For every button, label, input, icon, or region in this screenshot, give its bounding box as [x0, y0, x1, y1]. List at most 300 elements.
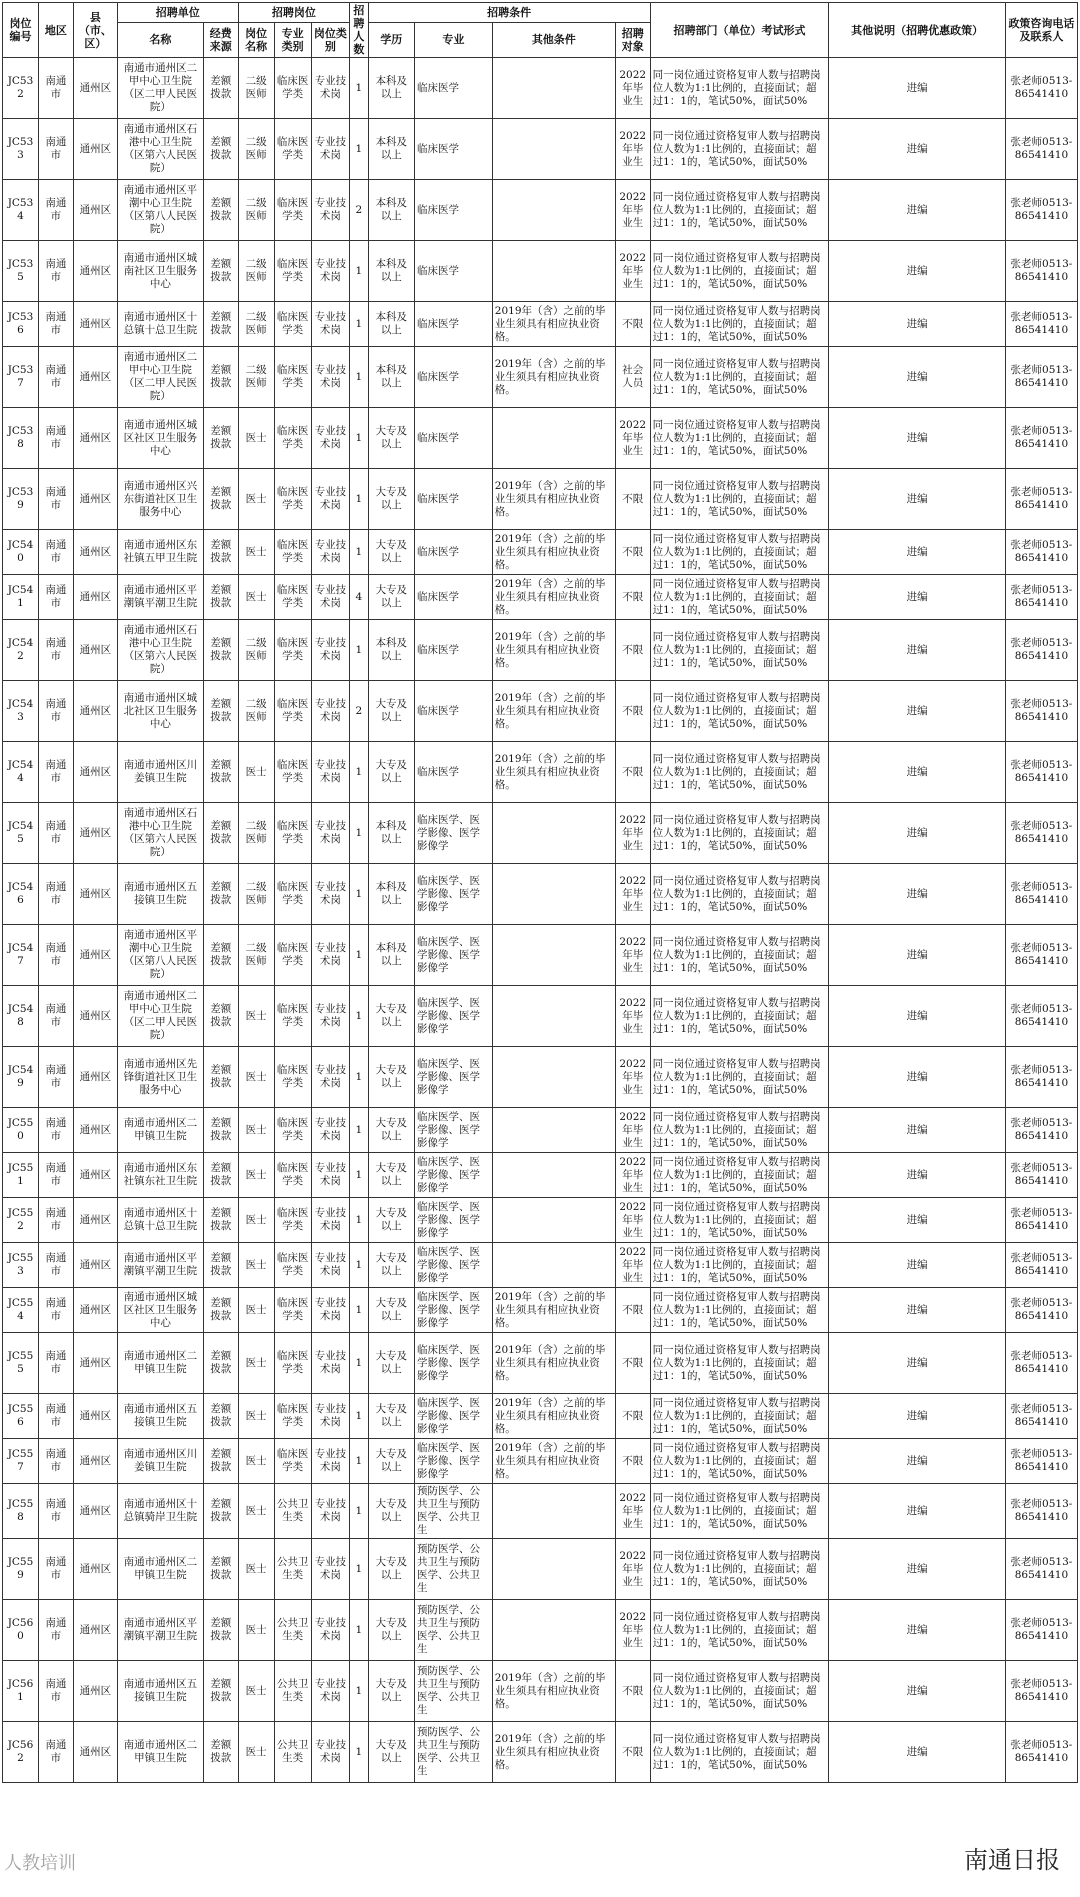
- cell-other-condition: [492, 119, 615, 180]
- cell-funding: 差额拨款: [203, 1243, 238, 1288]
- cell-post-category: 专业技术岗: [311, 1333, 349, 1394]
- header-contact: 政策咨询电话及联系人: [1005, 3, 1077, 58]
- cell-exam-form: 同一岗位通过资格复审人数与招聘岗位人数为1:1比例的，直接面试；超过1：1的，笔试50%，面试50%: [650, 180, 829, 241]
- table-row: [3, 742, 1078, 803]
- cell-post-category: 专业技术岗: [311, 1243, 349, 1288]
- cell-specialty-category: 临床医学类: [274, 408, 311, 469]
- cell-education: 本科及以上: [368, 302, 414, 347]
- cell-exam-form: 同一岗位通过资格复审人数与招聘岗位人数为1:1比例的，直接面试；超过1：1的，笔试50%，面试50%: [650, 1539, 829, 1600]
- cell-specialty-category: 临床医学类: [274, 241, 311, 302]
- header-target: 招聘对象: [615, 22, 650, 57]
- cell-contact: 张老师0513-86541410: [1005, 241, 1077, 302]
- cell-region: 南通市: [38, 681, 73, 742]
- cell-other-condition: 2019年（含）之前的毕业生须具有相应执业资格。: [492, 1722, 615, 1783]
- cell-other-condition: 2019年（含）之前的毕业生须具有相应执业资格。: [492, 530, 615, 575]
- cell-funding: 差额拨款: [203, 575, 238, 620]
- cell-target: 不限: [615, 575, 650, 620]
- cell-post-code: JC553: [3, 1243, 39, 1288]
- cell-post-category: 专业技术岗: [311, 864, 349, 925]
- cell-region: 南通市: [38, 1439, 73, 1484]
- cell-post-name: 医士: [238, 1288, 274, 1333]
- cell-post-name: 医士: [238, 1484, 274, 1539]
- cell-other-note: 进编: [829, 742, 1005, 803]
- cell-post-code: JC545: [3, 803, 39, 864]
- cell-funding: 差额拨款: [203, 1661, 238, 1722]
- cell-specialty-category: 临床医学类: [274, 742, 311, 803]
- cell-specialty-category: 临床医学类: [274, 58, 311, 119]
- cell-specialty-category: 临床医学类: [274, 575, 311, 620]
- cell-specialty-category: 临床医学类: [274, 530, 311, 575]
- cell-headcount: 1: [350, 1153, 369, 1198]
- cell-headcount: 1: [350, 302, 369, 347]
- table-row: [3, 986, 1078, 1047]
- header-other-note: 其他说明（招聘优惠政策）: [829, 3, 1005, 58]
- cell-post-name: 医士: [238, 1153, 274, 1198]
- cell-post-name: 医士: [238, 1539, 274, 1600]
- cell-county: 通州区: [73, 1108, 117, 1153]
- cell-post-category: 专业技术岗: [311, 1539, 349, 1600]
- cell-major: 临床医学、医学影像、医学影像学: [415, 864, 493, 925]
- cell-education: 本科及以上: [368, 58, 414, 119]
- cell-headcount: 1: [350, 742, 369, 803]
- cell-post-name: 医士: [238, 1243, 274, 1288]
- cell-unit-name: 南通市通州区五接镇卫生院: [117, 864, 203, 925]
- header-post-name: 岗位名称: [238, 22, 274, 57]
- cell-other-condition: [492, 1243, 615, 1288]
- cell-exam-form: 同一岗位通过资格复审人数与招聘岗位人数为1:1比例的，直接面试；超过1：1的，笔试50%，面试50%: [650, 119, 829, 180]
- cell-county: 通州区: [73, 681, 117, 742]
- cell-exam-form: 同一岗位通过资格复审人数与招聘岗位人数为1:1比例的，直接面试；超过1：1的，笔试50%，面试50%: [650, 1108, 829, 1153]
- cell-post-code: JC555: [3, 1333, 39, 1394]
- cell-headcount: 1: [350, 1198, 369, 1243]
- cell-unit-name: 南通市通州区石港中心卫生院（区第六人民医院）: [117, 620, 203, 681]
- cell-other-condition: [492, 1484, 615, 1539]
- cell-county: 通州区: [73, 408, 117, 469]
- cell-target: 2022年毕业生: [615, 241, 650, 302]
- header-county: 县（市、区）: [73, 3, 117, 58]
- header-exam: 招聘部门（单位）考试形式: [650, 3, 829, 58]
- cell-headcount: 1: [350, 1439, 369, 1484]
- cell-exam-form: 同一岗位通过资格复审人数与招聘岗位人数为1:1比例的，直接面试；超过1：1的，笔试50%，面试50%: [650, 1600, 829, 1661]
- cell-region: 南通市: [38, 803, 73, 864]
- cell-specialty-category: 临床医学类: [274, 1198, 311, 1243]
- cell-unit-name: 南通市通州区二甲镇卫生院: [117, 1333, 203, 1394]
- cell-headcount: 4: [350, 575, 369, 620]
- table-row: [3, 58, 1078, 119]
- cell-education: 本科及以上: [368, 620, 414, 681]
- cell-target: 不限: [615, 469, 650, 530]
- cell-contact: 张老师0513-86541410: [1005, 803, 1077, 864]
- cell-target: 2022年毕业生: [615, 925, 650, 986]
- cell-county: 通州区: [73, 119, 117, 180]
- cell-region: 南通市: [38, 1243, 73, 1288]
- header-funding: 经费来源: [203, 22, 238, 57]
- header-post-code: 岗位编号: [3, 3, 39, 58]
- cell-major: 临床医学: [415, 469, 493, 530]
- cell-headcount: 1: [350, 1108, 369, 1153]
- cell-funding: 差额拨款: [203, 1153, 238, 1198]
- cell-county: 通州区: [73, 620, 117, 681]
- cell-education: 大专及以上: [368, 408, 414, 469]
- cell-funding: 差额拨款: [203, 1288, 238, 1333]
- cell-exam-form: 同一岗位通过资格复审人数与招聘岗位人数为1:1比例的，直接面试；超过1：1的，笔试50%，面试50%: [650, 1198, 829, 1243]
- cell-post-category: 专业技术岗: [311, 1484, 349, 1539]
- cell-post-category: 专业技术岗: [311, 530, 349, 575]
- cell-other-condition: [492, 1600, 615, 1661]
- cell-county: 通州区: [73, 1539, 117, 1600]
- cell-education: 大专及以上: [368, 1243, 414, 1288]
- cell-region: 南通市: [38, 1108, 73, 1153]
- table-row: [3, 241, 1078, 302]
- cell-unit-name: 南通市通州区兴东街道社区卫生服务中心: [117, 469, 203, 530]
- cell-headcount: 1: [350, 864, 369, 925]
- cell-target: 2022年毕业生: [615, 119, 650, 180]
- cell-education: 大专及以上: [368, 1198, 414, 1243]
- cell-unit-name: 南通市通州区城区社区卫生服务中心: [117, 1288, 203, 1333]
- cell-target: 2022年毕业生: [615, 1198, 650, 1243]
- cell-major: 临床医学、医学影像、医学影像学: [415, 1243, 493, 1288]
- cell-unit-name: 南通市通州区平潮中心卫生院（区第八人民医院）: [117, 180, 203, 241]
- cell-post-code: JC552: [3, 1198, 39, 1243]
- cell-county: 通州区: [73, 58, 117, 119]
- cell-education: 大专及以上: [368, 1288, 414, 1333]
- cell-county: 通州区: [73, 530, 117, 575]
- cell-other-note: 进编: [829, 469, 1005, 530]
- cell-funding: 差额拨款: [203, 408, 238, 469]
- cell-post-category: 专业技术岗: [311, 1288, 349, 1333]
- cell-contact: 张老师0513-86541410: [1005, 119, 1077, 180]
- cell-funding: 差额拨款: [203, 986, 238, 1047]
- cell-county: 通州区: [73, 925, 117, 986]
- header-other-cond: 其他条件: [492, 22, 615, 57]
- cell-funding: 差额拨款: [203, 1394, 238, 1439]
- cell-exam-form: 同一岗位通过资格复审人数与招聘岗位人数为1:1比例的，直接面试；超过1：1的，笔试50%，面试50%: [650, 986, 829, 1047]
- cell-post-code: JC554: [3, 1288, 39, 1333]
- cell-specialty-category: 临床医学类: [274, 1047, 311, 1108]
- cell-headcount: 1: [350, 469, 369, 530]
- cell-specialty-category: 临床医学类: [274, 1153, 311, 1198]
- cell-funding: 差额拨款: [203, 864, 238, 925]
- cell-specialty-category: 公共卫生类: [274, 1661, 311, 1722]
- cell-other-note: 进编: [829, 1108, 1005, 1153]
- cell-county: 通州区: [73, 986, 117, 1047]
- cell-other-note: 进编: [829, 575, 1005, 620]
- cell-exam-form: 同一岗位通过资格复审人数与招聘岗位人数为1:1比例的，直接面试；超过1：1的，笔试50%，面试50%: [650, 530, 829, 575]
- cell-county: 通州区: [73, 1243, 117, 1288]
- cell-contact: 张老师0513-86541410: [1005, 469, 1077, 530]
- table-row: [3, 1439, 1078, 1484]
- cell-post-name: 二级医师: [238, 864, 274, 925]
- cell-target: 不限: [615, 742, 650, 803]
- table-row: [3, 864, 1078, 925]
- table-row: [3, 119, 1078, 180]
- cell-specialty-category: 临床医学类: [274, 347, 311, 408]
- cell-other-note: 进编: [829, 58, 1005, 119]
- header-region: 地区: [38, 3, 73, 58]
- cell-unit-name: 南通市通州区东社镇五甲卫生院: [117, 530, 203, 575]
- cell-headcount: 2: [350, 180, 369, 241]
- cell-target: 不限: [615, 1661, 650, 1722]
- cell-funding: 差额拨款: [203, 803, 238, 864]
- cell-specialty-category: 临床医学类: [274, 986, 311, 1047]
- cell-contact: 张老师0513-86541410: [1005, 302, 1077, 347]
- cell-contact: 张老师0513-86541410: [1005, 1047, 1077, 1108]
- cell-education: 本科及以上: [368, 180, 414, 241]
- cell-other-note: 进编: [829, 620, 1005, 681]
- cell-post-code: JC539: [3, 469, 39, 530]
- table-row: [3, 1288, 1078, 1333]
- cell-county: 通州区: [73, 1333, 117, 1394]
- cell-other-condition: 2019年（含）之前的毕业生须具有相应执业资格。: [492, 681, 615, 742]
- cell-funding: 差额拨款: [203, 180, 238, 241]
- table-row: [3, 1539, 1078, 1600]
- cell-exam-form: 同一岗位通过资格复审人数与招聘岗位人数为1:1比例的，直接面试；超过1：1的，笔试50%，面试50%: [650, 1484, 829, 1539]
- cell-headcount: 1: [350, 1661, 369, 1722]
- cell-unit-name: 南通市通州区二甲中心卫生院（区二甲人民医院）: [117, 347, 203, 408]
- cell-post-category: 专业技术岗: [311, 469, 349, 530]
- cell-unit-name: 南通市通州区五接镇卫生院: [117, 1394, 203, 1439]
- cell-headcount: 1: [350, 408, 369, 469]
- cell-funding: 差额拨款: [203, 469, 238, 530]
- cell-major: 预防医学、公共卫生与预防医学、公共卫生: [415, 1661, 493, 1722]
- cell-target: 不限: [615, 1288, 650, 1333]
- cell-major: 临床医学、医学影像、医学影像学: [415, 1108, 493, 1153]
- cell-target: 不限: [615, 1394, 650, 1439]
- cell-education: 本科及以上: [368, 864, 414, 925]
- cell-contact: 张老师0513-86541410: [1005, 180, 1077, 241]
- cell-exam-form: 同一岗位通过资格复审人数与招聘岗位人数为1:1比例的，直接面试；超过1：1的，笔试50%，面试50%: [650, 469, 829, 530]
- cell-post-category: 专业技术岗: [311, 1198, 349, 1243]
- table-row: [3, 408, 1078, 469]
- cell-target: 不限: [615, 1722, 650, 1783]
- table-row: [3, 1394, 1078, 1439]
- cell-county: 通州区: [73, 241, 117, 302]
- cell-unit-name: 南通市通州区平潮镇平潮卫生院: [117, 575, 203, 620]
- cell-unit-name: 南通市通州区城区社区卫生服务中心: [117, 408, 203, 469]
- cell-county: 通州区: [73, 864, 117, 925]
- cell-unit-name: 南通市通州区五接镇卫生院: [117, 1661, 203, 1722]
- cell-exam-form: 同一岗位通过资格复审人数与招聘岗位人数为1:1比例的，直接面试；超过1：1的，笔试50%，面试50%: [650, 1243, 829, 1288]
- cell-post-category: 专业技术岗: [311, 575, 349, 620]
- cell-target: 2022年毕业生: [615, 864, 650, 925]
- cell-education: 本科及以上: [368, 119, 414, 180]
- cell-post-name: 二级医师: [238, 620, 274, 681]
- cell-other-note: 进编: [829, 1288, 1005, 1333]
- cell-specialty-category: 临床医学类: [274, 1439, 311, 1484]
- cell-post-name: 医士: [238, 1722, 274, 1783]
- cell-post-code: JC559: [3, 1539, 39, 1600]
- cell-contact: 张老师0513-86541410: [1005, 1394, 1077, 1439]
- cell-education: 本科及以上: [368, 803, 414, 864]
- cell-region: 南通市: [38, 1722, 73, 1783]
- cell-contact: 张老师0513-86541410: [1005, 1539, 1077, 1600]
- cell-other-condition: [492, 1539, 615, 1600]
- cell-county: 通州区: [73, 469, 117, 530]
- cell-major: 临床医学、医学影像、医学影像学: [415, 1047, 493, 1108]
- cell-funding: 差额拨款: [203, 1600, 238, 1661]
- cell-post-code: JC542: [3, 620, 39, 681]
- cell-target: 2022年毕业生: [615, 180, 650, 241]
- cell-headcount: 1: [350, 119, 369, 180]
- cell-other-condition: [492, 408, 615, 469]
- table-row: [3, 1600, 1078, 1661]
- cell-contact: 张老师0513-86541410: [1005, 1198, 1077, 1243]
- cell-education: 大专及以上: [368, 986, 414, 1047]
- cell-education: 大专及以上: [368, 1333, 414, 1394]
- cell-education: 大专及以上: [368, 1539, 414, 1600]
- cell-exam-form: 同一岗位通过资格复审人数与招聘岗位人数为1:1比例的，直接面试；超过1：1的，笔试50%，面试50%: [650, 742, 829, 803]
- cell-major: 临床医学: [415, 58, 493, 119]
- cell-region: 南通市: [38, 925, 73, 986]
- cell-post-category: 专业技术岗: [311, 58, 349, 119]
- cell-major: 临床医学: [415, 620, 493, 681]
- cell-county: 通州区: [73, 1722, 117, 1783]
- cell-post-name: 医士: [238, 575, 274, 620]
- cell-post-category: 专业技术岗: [311, 620, 349, 681]
- cell-county: 通州区: [73, 803, 117, 864]
- cell-specialty-category: 临床医学类: [274, 469, 311, 530]
- cell-education: 大专及以上: [368, 1047, 414, 1108]
- cell-other-condition: [492, 241, 615, 302]
- cell-post-code: JC551: [3, 1153, 39, 1198]
- cell-contact: 张老师0513-86541410: [1005, 925, 1077, 986]
- cell-exam-form: 同一岗位通过资格复审人数与招聘岗位人数为1:1比例的，直接面试；超过1：1的，笔试50%，面试50%: [650, 302, 829, 347]
- cell-post-code: JC538: [3, 408, 39, 469]
- cell-region: 南通市: [38, 1198, 73, 1243]
- cell-other-condition: 2019年（含）之前的毕业生须具有相应执业资格。: [492, 1661, 615, 1722]
- cell-region: 南通市: [38, 180, 73, 241]
- cell-unit-name: 南通市通州区川姜镇卫生院: [117, 742, 203, 803]
- cell-exam-form: 同一岗位通过资格复审人数与招聘岗位人数为1:1比例的，直接面试；超过1：1的，笔试50%，面试50%: [650, 241, 829, 302]
- table-row: [3, 180, 1078, 241]
- cell-post-name: 医士: [238, 742, 274, 803]
- cell-major: 预防医学、公共卫生与预防医学、公共卫生: [415, 1722, 493, 1783]
- cell-education: 大专及以上: [368, 1484, 414, 1539]
- cell-post-category: 专业技术岗: [311, 408, 349, 469]
- cell-other-note: 进编: [829, 1153, 1005, 1198]
- cell-other-note: 进编: [829, 1722, 1005, 1783]
- cell-post-category: 专业技术岗: [311, 1661, 349, 1722]
- cell-other-condition: [492, 925, 615, 986]
- cell-major: 临床医学: [415, 681, 493, 742]
- cell-county: 通州区: [73, 1153, 117, 1198]
- cell-county: 通州区: [73, 347, 117, 408]
- cell-funding: 差额拨款: [203, 925, 238, 986]
- header-specialty-category: 专业类别: [274, 22, 311, 57]
- cell-post-code: JC557: [3, 1439, 39, 1484]
- cell-post-name: 医士: [238, 530, 274, 575]
- cell-region: 南通市: [38, 1047, 73, 1108]
- cell-major: 预防医学、公共卫生与预防医学、公共卫生: [415, 1484, 493, 1539]
- cell-headcount: 1: [350, 1539, 369, 1600]
- cell-county: 通州区: [73, 575, 117, 620]
- cell-target: 2022年毕业生: [615, 58, 650, 119]
- cell-region: 南通市: [38, 469, 73, 530]
- table-row: [3, 925, 1078, 986]
- cell-other-condition: [492, 1198, 615, 1243]
- cell-exam-form: 同一岗位通过资格复审人数与招聘岗位人数为1:1比例的，直接面试；超过1：1的，笔试50%，面试50%: [650, 864, 829, 925]
- cell-post-name: 医士: [238, 1047, 274, 1108]
- cell-funding: 差额拨款: [203, 1722, 238, 1783]
- cell-contact: 张老师0513-86541410: [1005, 530, 1077, 575]
- cell-education: 大专及以上: [368, 1439, 414, 1484]
- cell-major: 临床医学、医学影像、医学影像学: [415, 1439, 493, 1484]
- header-post-category: 岗位类别: [311, 22, 349, 57]
- cell-unit-name: 南通市通州区二甲镇卫生院: [117, 1722, 203, 1783]
- cell-headcount: 1: [350, 58, 369, 119]
- cell-post-category: 专业技术岗: [311, 1108, 349, 1153]
- cell-unit-name: 南通市通州区石港中心卫生院（区第六人民医院）: [117, 119, 203, 180]
- cell-target: 不限: [615, 1439, 650, 1484]
- cell-post-code: JC532: [3, 58, 39, 119]
- cell-major: 临床医学、医学影像、医学影像学: [415, 925, 493, 986]
- cell-other-note: 进编: [829, 1439, 1005, 1484]
- cell-other-note: 进编: [829, 302, 1005, 347]
- table-row: [3, 803, 1078, 864]
- cell-headcount: 2: [350, 681, 369, 742]
- cell-education: 本科及以上: [368, 241, 414, 302]
- cell-other-condition: [492, 1047, 615, 1108]
- cell-contact: 张老师0513-86541410: [1005, 1439, 1077, 1484]
- cell-headcount: 1: [350, 620, 369, 681]
- cell-other-condition: 2019年（含）之前的毕业生须具有相应执业资格。: [492, 347, 615, 408]
- cell-major: 临床医学: [415, 347, 493, 408]
- cell-post-code: JC556: [3, 1394, 39, 1439]
- cell-region: 南通市: [38, 302, 73, 347]
- cell-post-category: 专业技术岗: [311, 241, 349, 302]
- cell-specialty-category: 临床医学类: [274, 1333, 311, 1394]
- cell-specialty-category: 临床医学类: [274, 119, 311, 180]
- cell-major: 预防医学、公共卫生与预防医学、公共卫生: [415, 1539, 493, 1600]
- cell-exam-form: 同一岗位通过资格复审人数与招聘岗位人数为1:1比例的，直接面试；超过1：1的，笔试50%，面试50%: [650, 1047, 829, 1108]
- cell-post-name: 医士: [238, 469, 274, 530]
- cell-county: 通州区: [73, 1661, 117, 1722]
- cell-post-category: 专业技术岗: [311, 681, 349, 742]
- cell-other-condition: [492, 180, 615, 241]
- cell-post-code: JC536: [3, 302, 39, 347]
- cell-county: 通州区: [73, 1439, 117, 1484]
- cell-region: 南通市: [38, 1333, 73, 1394]
- cell-post-code: JC560: [3, 1600, 39, 1661]
- header-cond-group: 招聘条件: [368, 3, 650, 23]
- cell-contact: 张老师0513-86541410: [1005, 620, 1077, 681]
- cell-major: 临床医学、医学影像、医学影像学: [415, 1394, 493, 1439]
- cell-other-condition: 2019年（含）之前的毕业生须具有相应执业资格。: [492, 742, 615, 803]
- cell-region: 南通市: [38, 1539, 73, 1600]
- cell-post-name: 医士: [238, 1333, 274, 1394]
- cell-major: 临床医学、医学影像、医学影像学: [415, 803, 493, 864]
- table-row: [3, 1198, 1078, 1243]
- cell-region: 南通市: [38, 347, 73, 408]
- cell-funding: 差额拨款: [203, 681, 238, 742]
- cell-post-category: 专业技术岗: [311, 1722, 349, 1783]
- cell-other-condition: 2019年（含）之前的毕业生须具有相应执业资格。: [492, 575, 615, 620]
- header-unit-name: 名称: [117, 22, 203, 57]
- cell-exam-form: 同一岗位通过资格复审人数与招聘岗位人数为1:1比例的，直接面试；超过1：1的，笔试50%，面试50%: [650, 1722, 829, 1783]
- cell-exam-form: 同一岗位通过资格复审人数与招聘岗位人数为1:1比例的，直接面试；超过1：1的，笔试50%，面试50%: [650, 925, 829, 986]
- cell-exam-form: 同一岗位通过资格复审人数与招聘岗位人数为1:1比例的，直接面试；超过1：1的，笔试50%，面试50%: [650, 1394, 829, 1439]
- cell-contact: 张老师0513-86541410: [1005, 58, 1077, 119]
- cell-contact: 张老师0513-86541410: [1005, 864, 1077, 925]
- cell-specialty-category: 临床医学类: [274, 864, 311, 925]
- cell-target: 2022年毕业生: [615, 803, 650, 864]
- cell-exam-form: 同一岗位通过资格复审人数与招聘岗位人数为1:1比例的，直接面试；超过1：1的，笔试50%，面试50%: [650, 1153, 829, 1198]
- cell-funding: 差额拨款: [203, 1439, 238, 1484]
- cell-region: 南通市: [38, 119, 73, 180]
- cell-post-category: 专业技术岗: [311, 986, 349, 1047]
- cell-post-category: 专业技术岗: [311, 1047, 349, 1108]
- cell-region: 南通市: [38, 1394, 73, 1439]
